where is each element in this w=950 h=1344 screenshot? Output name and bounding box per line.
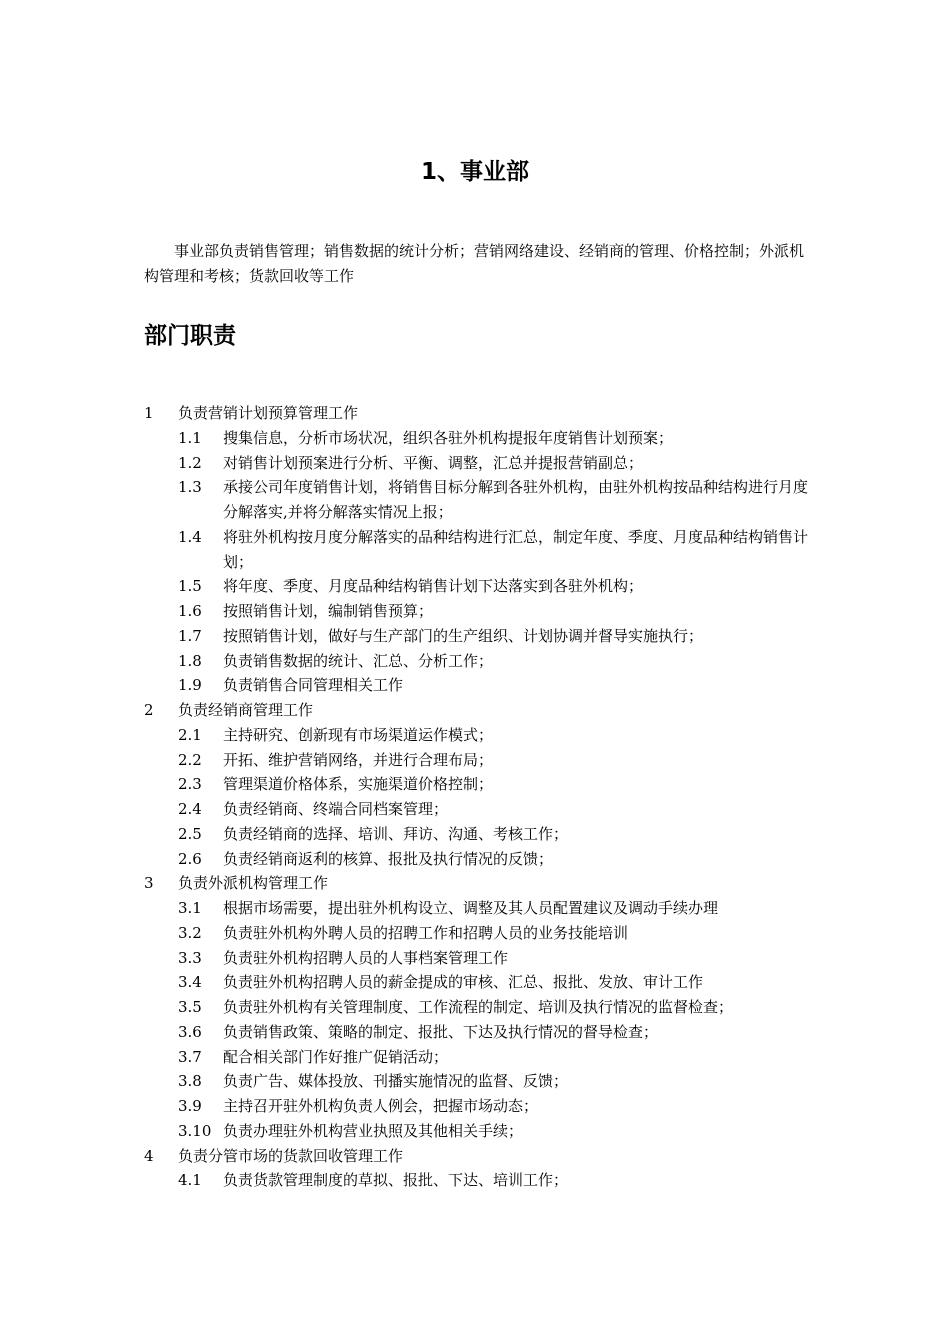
duty-item — [0, 426, 950, 451]
item-text: 负责销售数据的统计、汇总、分析工作； — [223, 651, 494, 670]
item-number: 2.5 — [178, 824, 202, 843]
duty-section — [0, 871, 950, 896]
item-number: 1.8 — [178, 651, 202, 670]
item-text: 负责经销商的选择、培训、拜访、沟通、考核工作； — [223, 824, 569, 843]
duty-list — [0, 401, 950, 1193]
item-text: 对销售计划预案进行分析、平衡、调整，汇总并提报营销副总； — [223, 453, 644, 472]
item-number: 3.9 — [178, 1097, 202, 1115]
item-text: 负责驻外机构招聘人员的人事档案管理工作 — [223, 948, 509, 967]
intro-paragraph: 事业部负责销售管理；销售数据的统计分析；营销网络建设、经销商的管理、价格控制；外派机构管理和考核；货款回收等工作 — [144, 242, 805, 285]
item-number: 2 — [144, 701, 154, 719]
item-number: 3.8 — [178, 1072, 202, 1091]
item-text: 负责销售合同管理相关工作 — [223, 676, 404, 695]
item-text: 负责驻外机构有关管理制度、工作流程的制定、培训及执行情况的监督检查； — [223, 998, 734, 1016]
duty-section — [0, 401, 950, 426]
item-text: 开拓、维护营销网络，并进行合理布局； — [223, 750, 494, 769]
duty-item — [0, 574, 950, 599]
item-text: 负责外派机构管理工作 — [178, 874, 329, 893]
item-number: 3 — [144, 874, 154, 893]
item-number: 1.7 — [178, 626, 202, 645]
item-number: 2.4 — [178, 800, 202, 818]
duty-item — [0, 1094, 950, 1119]
duty-item — [0, 946, 950, 971]
duty-section — [0, 698, 950, 723]
item-number: 1.2 — [178, 453, 202, 472]
duty-item — [0, 995, 950, 1020]
item-text: 负责驻外机构招聘人员的薪金提成的审核、汇总、报批、发放、审计工作 — [223, 973, 704, 992]
duty-item — [0, 673, 950, 698]
duty-item — [0, 599, 950, 624]
item-text: 管理渠道价格体系，实施渠道价格控制； — [223, 775, 494, 794]
item-number: 3.2 — [178, 923, 202, 942]
duty-item — [0, 1069, 950, 1094]
section-heading: 部门职责 — [144, 323, 236, 349]
item-text: 承接公司年度销售计划，将销售目标分解到各驻外机构，由驻外机构按品种结构进行月度分解落实,并将分解落实情况上报； — [223, 478, 809, 521]
item-text: 主持研究、创新现有市场渠道运作模式； — [223, 725, 494, 744]
item-number: 2.2 — [178, 750, 202, 769]
duty-section — [0, 1144, 950, 1169]
item-number: 3.5 — [178, 998, 202, 1016]
duty-item — [0, 451, 950, 476]
item-text: 负责经销商管理工作 — [178, 701, 314, 719]
item-number: 4 — [144, 1146, 154, 1165]
duty-item — [0, 822, 950, 847]
duty-item — [0, 896, 950, 921]
item-number: 1 — [144, 404, 154, 422]
item-text: 负责广告、媒体投放、刊播实施情况的监督、反馈； — [223, 1072, 569, 1091]
item-text: 搜集信息，分析市场状况，组织各驻外机构提报年度销售计划预案； — [223, 428, 674, 447]
item-text: 按照销售计划，编制销售预算； — [223, 602, 434, 620]
duty-item — [0, 723, 950, 748]
item-text: 将年度、季度、月度品种结构销售计划下达落实到各驻外机构； — [223, 577, 644, 596]
item-text: 主持召开驻外机构负责人例会，把握市场动态； — [223, 1097, 539, 1115]
item-number: 1.1 — [178, 428, 202, 447]
item-text: 负责驻外机构外聘人员的招聘工作和招聘人员的业务技能培训 — [223, 923, 629, 942]
item-number: 3.7 — [178, 1047, 202, 1066]
item-number: 2.1 — [178, 725, 202, 744]
item-text: 负责经销商返利的核算、报批及执行情况的反馈； — [223, 849, 554, 868]
duty-item — [0, 1168, 950, 1193]
duty-item — [0, 475, 950, 525]
duty-item — [0, 624, 950, 649]
item-text: 负责销售政策、策略的制定、报批、下达及执行情况的督导检查； — [223, 1022, 659, 1041]
item-text: 按照销售计划，做好与生产部门的生产组织、计划协调并督导实施执行； — [223, 626, 704, 645]
duty-item — [0, 921, 950, 946]
item-text: 负责营销计划预算管理工作 — [178, 404, 359, 422]
item-number: 1.3 — [178, 478, 202, 497]
duty-item — [0, 847, 950, 872]
duty-item — [0, 525, 950, 575]
duty-item — [0, 970, 950, 995]
item-number: 1.6 — [178, 602, 202, 620]
item-number: 1.9 — [178, 676, 202, 695]
item-text: 配合相关部门作好推广促销活动； — [223, 1047, 449, 1066]
item-number: 3.3 — [178, 948, 202, 967]
item-text: 负责分管市场的货款回收管理工作 — [178, 1146, 404, 1165]
item-number: 1.4 — [178, 527, 202, 546]
duty-item — [0, 1045, 950, 1070]
duty-item — [0, 748, 950, 773]
duty-item — [0, 797, 950, 822]
item-number: 3.10 — [178, 1121, 212, 1140]
page-title: 1、事业部 — [420, 159, 529, 185]
item-number: 1.5 — [178, 577, 202, 596]
item-number: 3.6 — [178, 1022, 202, 1041]
item-number: 2.3 — [178, 775, 202, 794]
item-number: 2.6 — [178, 849, 202, 868]
duty-item — [0, 772, 950, 797]
item-text: 将驻外机构按月度分解落实的品种结构进行汇总，制定年度、季度、月度品种结构销售计划； — [223, 527, 809, 571]
item-text: 负责办理驻外机构营业执照及其他相关手续； — [223, 1121, 524, 1140]
item-text: 负责货款管理制度的草拟、报批、下达、培训工作； — [223, 1171, 569, 1190]
item-text: 负责经销商、终端合同档案管理； — [223, 800, 449, 818]
item-number: 3.1 — [178, 899, 202, 917]
item-number: 4.1 — [178, 1171, 202, 1190]
duty-item — [0, 1020, 950, 1045]
duty-item — [0, 1119, 950, 1144]
item-number: 3.4 — [178, 973, 202, 992]
duty-item — [0, 649, 950, 674]
item-text: 根据市场需要，提出驻外机构设立、调整及其人员配置建议及调动手续办理 — [223, 899, 719, 917]
